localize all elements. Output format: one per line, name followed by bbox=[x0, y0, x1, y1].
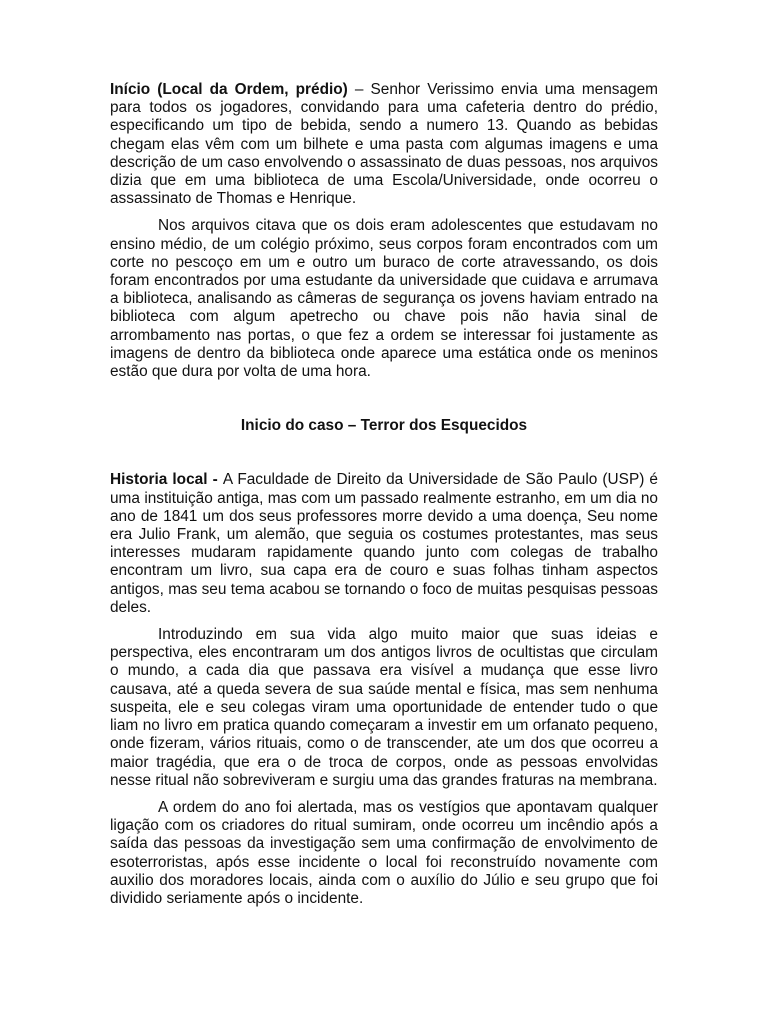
paragraph-text: – Senhor Verissimo envia uma mensagem para todos os jogadores, convidando para uma cafeteria dentro do prédio, especificando um tipo de bebida, sendo a numero 13. Quando as bebidas chegam elas vêm com um bilhete e uma pasta com algumas imagens e uma descrição de um caso envolvendo o assassinato de duas pessoas, nos arquivos dizia que em uma biblioteca de uma Escola/Universidade, onde ocorreu o assassinato de Thomas e Henrique. bbox=[110, 81, 658, 208]
document-page bbox=[110, 81, 658, 908]
spacer bbox=[110, 435, 658, 471]
spacer bbox=[110, 617, 658, 626]
section-heading: Inicio do caso – Terror dos Esquecidos bbox=[240, 417, 528, 435]
spacer bbox=[110, 208, 658, 217]
paragraph-introduzindo: Introduzindo em sua vida algo muito maior que suas ideias e perspectiva, eles encontraram um dos antigos livros de ocultistas que circulam o mundo, a cada dia que passava era visível a mudança que esse livro causava, até a queda severa de sua saúde mental e física, mas sem nenhuma suspeita, ele e seu colegas viram uma oportunidade de entender tudo o que liam no livro em pratica quando começaram a investir em um orfanato pequeno, onde fizeram, vários rituais, como o de transcender, ate um dos que ocorreu a maior tragédia, que era o de troca de corpos, onde as pessoas envolvidas nesse ritual não sobreviveram e surgiu uma das grandes fraturas na membrana. bbox=[110, 626, 658, 789]
lead-title-inicio: Início (Local da Ordem, prédio) bbox=[110, 81, 348, 98]
paragraph-historia-local bbox=[110, 471, 658, 617]
spacer bbox=[110, 381, 658, 417]
paragraph-arquivos: Nos arquivos citava que os dois eram adolescentes que estudavam no ensino médio, de um colégio próximo, seus corpos foram encontrados com um corte no pescoço em um e outro um buraco de corte atravessando, os dois foram encontrados por uma estudante da universidade que cuidava e arrumava a biblioteca, analisando as câmeras de segurança os jovens haviam entrado na biblioteca com algum apetrecho ou chave pois não havia sinal de arrombamento nas portas, o que fez a ordem se interessar foi justamente as imagens de dentro da biblioteca onde aparece uma estática onde os meninos estão que dura por volta de uma hora. bbox=[110, 217, 658, 381]
lead-title-historia: Historia local - bbox=[110, 471, 223, 489]
paragraph-inicio-local bbox=[110, 81, 658, 208]
paragraph-ordem-alertada: A ordem do ano foi alertada, mas os vestígios que apontavam qualquer ligação com os criadores do ritual sumiram, onde ocorreu um incêndio após a saída das pessoas da investigação sem uma confirmação de envolvimento de esoterroristas, após esse incidente o local foi reconstruído novamente com auxilio dos moradores locais, ainda com o auxílio do Júlio e seu grupo que foi dividido seriamente após o incidente. bbox=[110, 798, 658, 907]
spacer bbox=[110, 790, 658, 799]
paragraph-text: A Faculdade de Direito da Universidade de São Paulo (USP) é uma instituição antiga, mas com um passado realmente estranho, em um dia no ano de 1841 um dos seus professores morre devido a uma doença, Seu nome era Julio Frank, um alemão, que seguia os costumes protestantes, mas seus interesses mudaram rapidamente quando junto com colegas de trabalho encontram um livro, sua capa era de couro e suas folhas tinham aspectos antigos, mas seu tema acabou se tornando o foco de muitas pesquisas pessoas deles. bbox=[110, 471, 658, 616]
